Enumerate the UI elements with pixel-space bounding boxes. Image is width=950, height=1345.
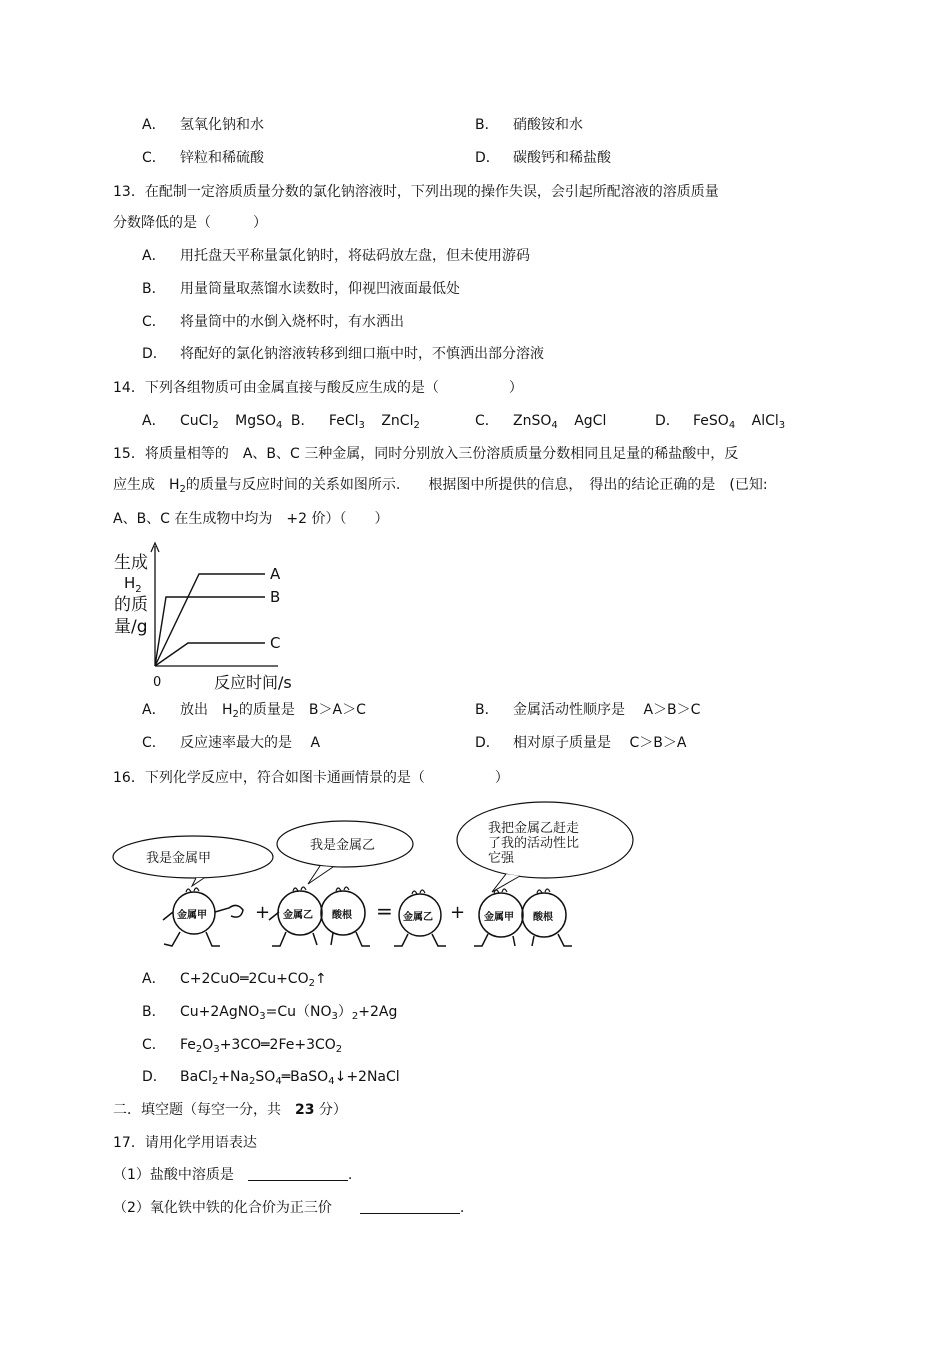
subscript: 4 [328, 1076, 335, 1087]
q16-option-a [142, 969, 327, 994]
formula: C+2CuO═2Cu+CO [180, 971, 309, 987]
formula: FeCl [328, 413, 359, 429]
cartoon-metal-a-acid [474, 889, 572, 946]
subscript: 4 [551, 420, 558, 431]
bubble-3-text-2: 了我的活动性比 [488, 836, 580, 851]
q14-option-c [475, 411, 606, 436]
formula: +2Ag [358, 1004, 398, 1020]
subscript: 2 [249, 1076, 256, 1087]
option-text: 将量筒中的水倒入烧杯时，有水洒出 [180, 314, 404, 330]
q16-stem: 16．下列化学反应中，符合如图卡通画情景的是（ ） [113, 770, 509, 786]
q12-option-a [142, 115, 264, 135]
q15-stem-line3: A、B、C 在生成物中均为 +2 价）（ ） [113, 511, 389, 527]
formula: Fe [180, 1037, 196, 1053]
option-text: 硝酸铵和水 [513, 117, 583, 133]
bubble-1-text: 我是金属甲 [146, 851, 212, 866]
option-label: B． [142, 281, 166, 297]
part-text: （1）盐酸中溶质是 [113, 1167, 248, 1183]
cartoon-metal-b [394, 890, 446, 946]
part-text: . [459, 1200, 465, 1216]
q17-stem: 17．请用化学用语表达 [113, 1135, 257, 1151]
option-label: A． [142, 117, 166, 133]
series-label-B: B [270, 588, 281, 606]
option-text: 相对原子质量是 C＞B＞A [513, 735, 687, 751]
char-label: 金属甲 [177, 910, 207, 921]
q15-option-d [475, 733, 686, 753]
subscript: 2 [195, 1044, 203, 1055]
char-label: 酸根 [533, 912, 553, 923]
series-line-C [155, 643, 265, 666]
cartoon-metal-b-acid [269, 887, 370, 946]
option-text: 用托盘天平称量氯化钠时，将砝码放左盘，但未使用游码 [180, 248, 530, 264]
option-text: 碳酸钙和稀盐酸 [513, 150, 611, 166]
y-label-4: 量/g [114, 617, 148, 637]
subscript: 3 [213, 1044, 220, 1055]
q13-stem-line2: 分数降低的是（ ） [113, 215, 267, 231]
option-text: 将配好的氯化钠溶液转移到细口瓶中时，不慎洒出部分溶液 [180, 346, 544, 362]
option-label: D． [475, 150, 500, 166]
formula: BaCl [180, 1069, 212, 1085]
q16-option-c [142, 1035, 342, 1060]
subscript: 4 [275, 1076, 282, 1087]
option-text: 反应速率最大的是 A [180, 735, 321, 751]
option-label: A． [142, 248, 166, 264]
series-label-A: A [270, 565, 281, 583]
q13-option-d [142, 344, 544, 364]
q13-stem-line1: 13．在配制一定溶质质量分数的氯化钠溶液时，下列出现的操作失误，会引起所配溶液的溶质质量 [113, 184, 719, 200]
answer-blank-2[interactable] [360, 1199, 460, 1214]
cartoon-illustration [108, 800, 638, 960]
option-label: C． [142, 735, 166, 751]
formula: +Na [218, 1069, 250, 1085]
char-label: 金属乙 [403, 912, 433, 923]
part-text: . [347, 1167, 353, 1183]
formula: Cu+2AgNO [180, 1004, 260, 1020]
formula: ↓+2NaCl [334, 1069, 400, 1085]
formula: CuCl [180, 413, 213, 429]
formula: MgSO [235, 413, 277, 429]
plus-sign-2: + [450, 902, 466, 923]
subscript: 2 [179, 484, 186, 495]
option-label-b: B． [290, 413, 315, 429]
subscript: 2 [232, 709, 239, 720]
h2-mass-chart [108, 540, 308, 695]
q14-stem: 14．下列各组物质可由金属直接与酸反应生成的是（ ） [113, 380, 523, 396]
char-label: 金属乙 [283, 910, 313, 921]
option-label: B． [142, 1004, 166, 1020]
formula: ） [337, 1004, 352, 1020]
option-label: C． [142, 150, 166, 166]
chart-series [155, 565, 281, 666]
option-label-c: C． [475, 413, 499, 429]
heading-text: 二．填空题（每空一分，共 [113, 1102, 295, 1118]
q13-option-b [142, 279, 460, 299]
subscript: 3 [259, 1011, 266, 1022]
q13-option-a [142, 246, 530, 266]
q12-option-c [142, 148, 264, 168]
formula: ZnSO [513, 413, 552, 429]
q17-part2 [113, 1198, 464, 1218]
formula: =Cu（NO [265, 1004, 332, 1020]
text: 应生成 H [113, 477, 180, 493]
q12-option-d [475, 148, 611, 168]
option-text: 放出 H [180, 702, 233, 718]
formula: ═BaSO [281, 1069, 329, 1085]
y-label-3: 的质 [114, 595, 148, 615]
subscript: 2 [351, 1011, 359, 1022]
equals-sign: = [376, 899, 393, 923]
heading-score: 23 [295, 1102, 315, 1118]
section-heading [113, 1100, 347, 1120]
option-label: A． [142, 971, 166, 987]
option-label: C． [142, 1037, 166, 1053]
formula: O [202, 1037, 214, 1053]
option-label-a: A． [142, 413, 166, 429]
q15-stem-line1: 15．将质量相等的 A、B、C 三种金属，同时分别放入三份溶质质量分数相同且足量的稀盐酸中，反 [113, 446, 739, 462]
q15-option-b [475, 700, 700, 720]
formula: SO [255, 1069, 276, 1085]
option-label: D． [142, 1069, 167, 1085]
option-text: 锌粒和稀硫酸 [180, 150, 264, 166]
subscript: 2 [335, 1044, 343, 1055]
subscript: 3 [778, 420, 786, 431]
option-label: B． [475, 702, 499, 718]
q14-options [142, 411, 420, 436]
option-text: 的质量是 B＞A＞C [238, 702, 366, 718]
formula: ↑ [314, 971, 327, 987]
q13-option-c [142, 312, 404, 332]
q14-option-d [655, 411, 785, 436]
char-label: 金属甲 [484, 912, 514, 923]
cartoon-metal-a [163, 888, 243, 946]
subscript: 3 [331, 1011, 338, 1022]
subscript: 2 [212, 420, 219, 431]
subscript: 2 [211, 1076, 219, 1087]
series-line-A [155, 574, 265, 666]
formula: ZnCl [381, 413, 414, 429]
option-label: A． [142, 702, 166, 718]
bubble-1-tail [192, 878, 204, 886]
q15-option-a [142, 700, 366, 725]
y-label-2: $H_2$ [124, 574, 142, 595]
formula: AlCl [751, 413, 779, 429]
formula: FeSO [693, 413, 729, 429]
part-text: （2）氧化铁中铁的化合价为正三价 [113, 1200, 360, 1216]
q15-option-c [142, 733, 320, 753]
origin-label: 0 [153, 675, 162, 690]
q16-option-b [142, 1002, 397, 1027]
bubble-2-tail [308, 866, 333, 884]
answer-blank-1[interactable] [248, 1166, 348, 1181]
q17-part1 [113, 1165, 352, 1185]
heading-text: 分） [314, 1102, 347, 1118]
subscript: 4 [276, 420, 283, 431]
option-text: 金属活动性顺序是 A＞B＞C [513, 702, 701, 718]
plus-sign-1: + [255, 902, 271, 923]
series-label-C: C [270, 634, 281, 652]
option-label: D． [475, 735, 500, 751]
q15-stem-line2 [113, 475, 768, 500]
option-text: 用量筒量取蒸馏水读数时，仰视凹液面最低处 [180, 281, 460, 297]
option-label: C． [142, 314, 166, 330]
subscript: 2 [413, 420, 420, 431]
option-label: B． [475, 117, 499, 133]
q16-option-d [142, 1067, 400, 1092]
option-label: D． [142, 346, 167, 362]
bubble-2-text: 我是金属乙 [310, 838, 376, 853]
option-text: 氢氧化钠和水 [180, 117, 264, 133]
q12-option-b [475, 115, 583, 135]
formula: AgCl [574, 413, 607, 429]
x-label: 反应时间/s [214, 673, 292, 692]
subscript: 4 [728, 420, 736, 431]
bubble-3-tail [492, 874, 520, 892]
bubble-3-text-1: 我把金属乙赶走 [488, 821, 580, 836]
y-label-1: 生成 [114, 553, 148, 573]
bubble-3-text-3: 它强 [488, 851, 515, 866]
subscript: 2 [308, 978, 315, 989]
char-label: 酸根 [332, 910, 352, 921]
option-label-d: D． [655, 413, 680, 429]
subscript: 3 [358, 420, 365, 431]
formula: +3CO═2Fe+3CO [219, 1037, 336, 1053]
text: 的质量与反应时间的关系如图所示. 根据图中所提供的信息， 得出的结论正确的是 (已知: [185, 477, 768, 493]
